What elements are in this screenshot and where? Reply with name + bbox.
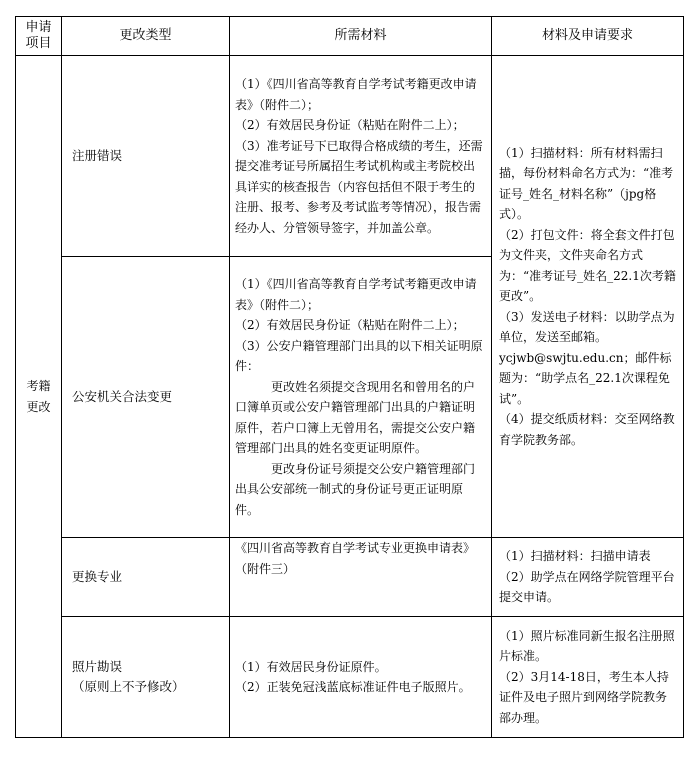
header-requirements: 材料及申请要求	[492, 17, 684, 56]
row-requirements	[492, 538, 684, 617]
requirement-line: （1）扫描材料：所有材料需扫描，每份材料命名方式为：“准考证号_姓名_材料名称”（jpg格式）。	[499, 145, 674, 222]
material-line: （2）正装免冠浅蓝底标准证件电子版照片。	[235, 680, 471, 694]
material-line: 更改姓名须提交含现用名和曾用名的户口簿单页或公安户籍管理部门出具的户籍证明原件，若户口簿上无曾用名，需提交公安户籍管理部门出具的姓名变更证明原件。	[235, 379, 476, 455]
material-line: （1）有效居民身份证原件。	[235, 659, 387, 674]
table-row	[16, 617, 684, 738]
row-type: 公安机关合法变更	[62, 257, 230, 538]
requirement-line: ycjwb@swjtu.edu.cn；邮件标题为：“助学点名_22.1次课程免试”。	[499, 350, 672, 406]
header-type: 更改类型	[62, 17, 230, 56]
material-line: （1）《四川省高等教育自学考试考籍更改申请表》（附件二）；	[235, 277, 477, 312]
requirement-line: （2）3月14-18日，考生本人持证件及电子照片到网络学院教务部办理。	[499, 669, 669, 725]
header-materials: 所需材料	[230, 17, 492, 56]
shared-requirements	[492, 56, 684, 538]
exam-record-change-table	[15, 16, 684, 738]
row-materials	[230, 617, 492, 738]
table-row	[16, 56, 684, 257]
requirement-line: （3）发送电子材料：以助学点为单位，发送至邮箱。	[499, 309, 675, 345]
material-line: （2）有效居民身份证（粘贴在附件二上）；	[235, 318, 465, 332]
requirement-line: （1）扫描材料：扫描申请表	[499, 549, 651, 564]
material-line: 《四川省高等教育自学考试专业更换申请表》（附件三）	[235, 541, 476, 576]
row-materials	[230, 257, 492, 538]
row-materials	[230, 538, 492, 617]
row-type-note: （原则上不予修改）	[72, 679, 185, 694]
row-type-label: 照片勘误	[72, 658, 123, 674]
requirement-line: （1）照片标准同新生报名注册照片标准。	[499, 628, 675, 664]
row-materials	[230, 56, 492, 257]
row-type	[62, 617, 230, 738]
header-item: 申请项目	[16, 17, 62, 56]
row-type: 注册错误	[62, 56, 230, 257]
requirement-line: （2）助学点在网络学院管理平台提交申请。	[499, 569, 675, 605]
requirement-line: （4）提交纸质材料：交至网络教育学院教务部。	[499, 412, 675, 447]
requirement-line: （2）打包文件：将全套文件打包为文件夹，文件夹命名方式为：“准考证号_姓名_22.1次考籍更改”。	[499, 227, 676, 304]
row-requirements	[492, 617, 684, 738]
header-row	[16, 17, 684, 56]
material-line: 更改身份证号须提交公安户籍管理部门出具公安部统一制式的身份证号更正证明原件。	[235, 461, 476, 517]
group-label: 考籍更改	[16, 56, 62, 738]
material-line: （3）准考证号下已取得合格成绩的考生，还需提交准考证号所属招生考试机构或主考院校出具详实的核查报告（内容包括但不限于考生的注册、报考、参考及考试监考等情况），报告需经办人、分管领导签字，并加盖公章。	[235, 138, 483, 235]
material-line: （3）公安户籍管理部门出具的以下相关证明原件：	[235, 338, 483, 373]
row-type: 更换专业	[62, 538, 230, 617]
table-row	[16, 538, 684, 617]
material-line: （2）有效居民身份证（粘贴在附件二上）；	[235, 118, 465, 132]
material-line: （1）《四川省高等教育自学考试考籍更改申请表》（附件二）；	[235, 77, 477, 112]
